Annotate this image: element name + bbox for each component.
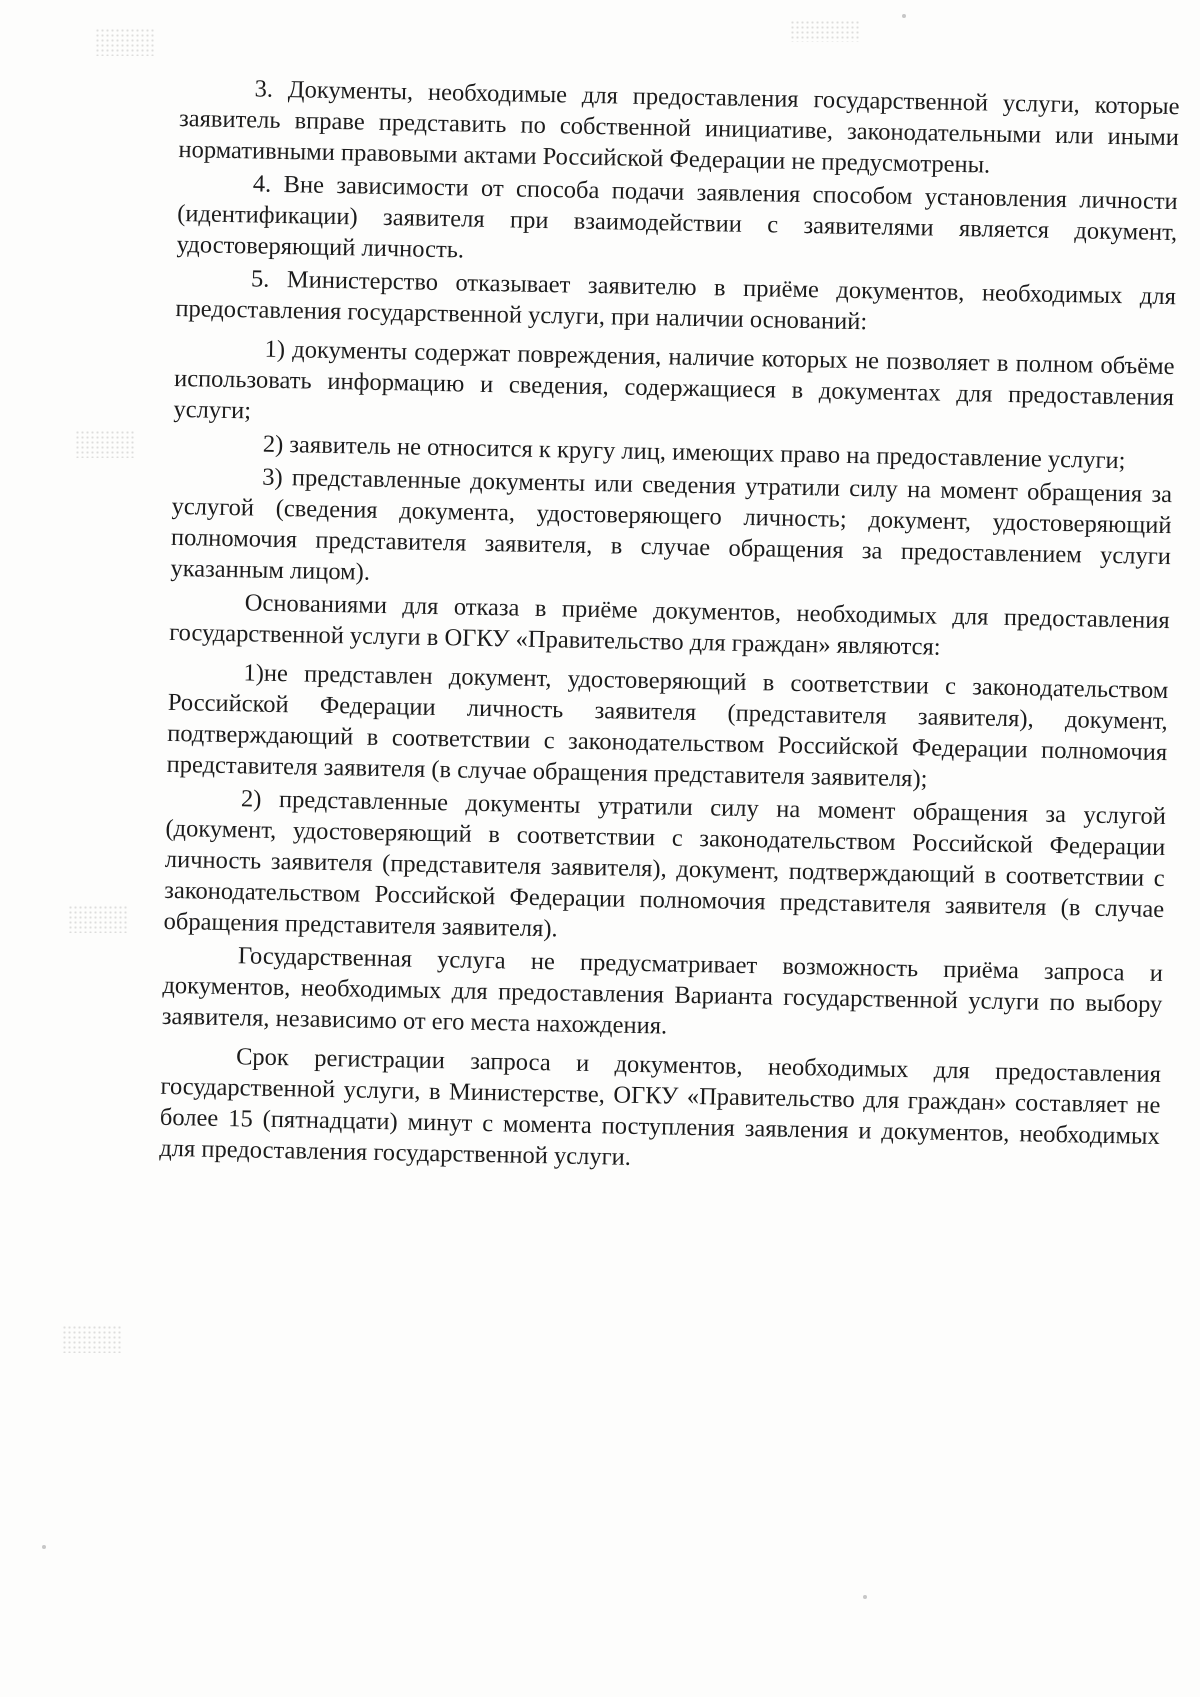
scan-smudge <box>68 905 128 933</box>
scan-smudge <box>790 20 860 42</box>
list-item-refusal-1: 1)не представлен документ, удостоверяющий в соответствии с законодательством Российской Федерации личность заявителя (представителя заявителя), документ, подтверждающий в соответствии с законодательством Российской Федерации полномочия представителя заявителя (в случае обращения представителя заявителя); <box>166 659 1169 793</box>
scan-smudge <box>75 430 135 458</box>
list-item-refusal-2: 2) представленные документы утратили силу на момент обращения за услугой (документ, удостоверяющий в соответствии с законодательством Российской Федерации личность заявителя (представителя заявителя), документ, подтверждающий в соответствии с законодательством Российской Федерации полномочия представителя заявителя (в случае обращения представителя заявителя). <box>163 785 1167 943</box>
paragraph-5: 5. Министерство отказывает заявителю в приёме документов, необходимых для предоставления государственной услуги, при наличии оснований: <box>175 265 1177 336</box>
paragraph-3: 3. Документы, необходимые для предоставления государственной услуги, которые заявитель вправе представить по собственной инициативе, законодательными или иными нормативными правовыми актами Российской Федерации не предусмотрены. <box>178 75 1180 179</box>
list-item-5-2: 2) заявитель не относится к кругу лиц, имеющих право на предоставление услуги; <box>262 430 1126 475</box>
scan-speck <box>863 1595 867 1599</box>
scan-speck <box>902 14 906 18</box>
scan-smudge <box>62 1325 122 1353</box>
scan-smudge <box>95 28 155 56</box>
document-body <box>159 72 1180 1185</box>
paragraph-registration-term: Срок регистрации запроса и документов, необходимых для предоставления государственной услуги, в Министерстве, ОГКУ «Правительство для граждан» составляет не более 15 (пятнадцати) минут с момента поступления заявления и документов, необходимых для предоставления государственной услуги. <box>159 1043 1162 1171</box>
paragraph-refusal-grounds: Основаниями для отказа в приёме документов, необходимых для предоставления государственной услуги в ОГКУ «Правительство для граждан» являются: <box>168 589 1170 661</box>
list-item-5-3: 3) представленные документы или сведения утратили силу на момент обращения за услугой (сведения документа, удостоверяющего личность; документ, удостоверяющий полномочия представителя заявителя, в случае обращения за предоставлением услуги указанным лицом). <box>170 463 1173 586</box>
paragraph-4: 4. Вне зависимости от способа подачи заявления способом установления личности (идентификации) заявителя при взаимодействии с заявителями является документ, удостоверяющий личность. <box>176 170 1178 264</box>
list-item-5-1: 1) документы содержат повреждения, наличие которых не позволяет в полном объёме использовать информацию и сведения, содержащиеся в документах для предоставления услуги; <box>173 335 1175 425</box>
scan-speck <box>42 1545 46 1549</box>
paragraph-service-limits: Государственная услуга не предусматривает возможность приёма запроса и документов, необходимых для предоставления Варианта государственной услуги по выбору заявителя, независимо от его места нахождения. <box>161 942 1164 1040</box>
